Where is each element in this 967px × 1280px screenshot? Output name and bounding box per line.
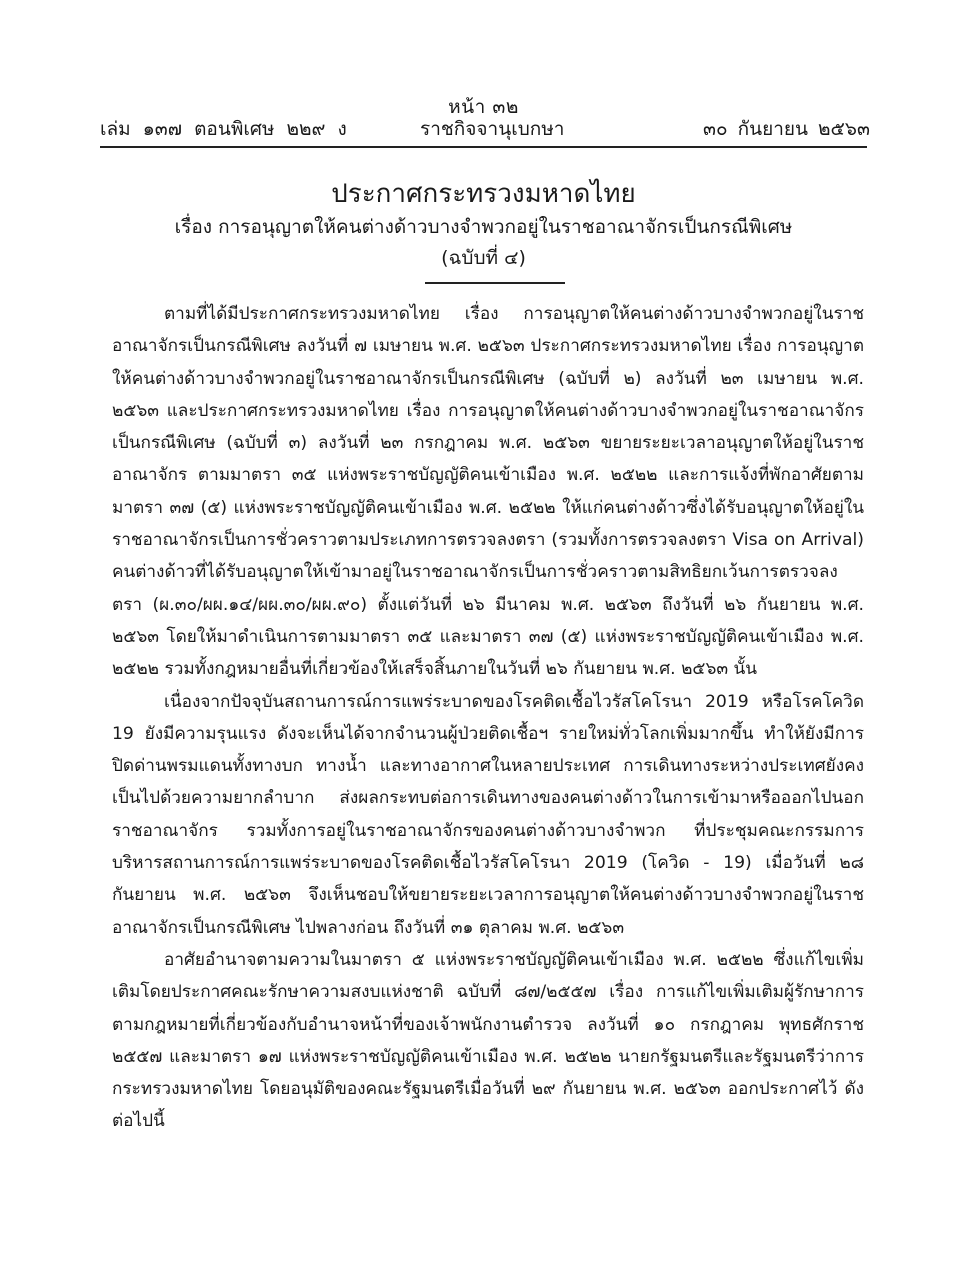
paragraph-3: อาศัยอำนาจตามความในมาตรา ๕ แห่งพระราชบัญญัติคนเข้าเมือง พ.ศ. ๒๕๒๒ ซึ่งแก้ไขเพิ่มเติมโดยประกาศคณะรักษาความสงบแห่งชาติ ฉบับที่ ๘๗/๒๕๕๗ เรื่อง การแก้ไขเพิ่มเติมผู้รักษาการตามกฎหมายที่เกี่ยวข้องกับอำนาจหน้าที่ของเจ้าพนักงานตำรวจ ลงวันที่ ๑๐ กรกฎาคม พุทธศักราช ๒๕๕๗ และมาตรา ๑๗ แห่งพระราชบัญญัติคนเข้าเมือง พ.ศ. ๒๕๒๒ นายกรัฐมนตรีและรัฐมนตรีว่าการกระทรวงมหาดไทย โดยอนุมัติของคณะรัฐมนตรีเมื่อวันที่ ๒๙ กันยายน พ.ศ. ๒๕๖๓ ออกประกาศไว้ ดังต่อไปนี้ <box>112 949 864 1132</box>
gazette-header <box>100 114 870 144</box>
document-subject: เรื่อง การอนุญาตให้คนต่างด้าวบางจำพวกอยู่ในราชอาณาจักรเป็นกรณีพิเศษ <box>174 216 793 238</box>
paragraph-2: เนื่องจากปัจจุบันสถานการณ์การแพร่ระบาดของโรคติดเชื้อไวรัสโคโรนา 2019 หรือโรคโควิด 19 ยังมีความรุนแรง ดังจะเห็นได้จากจำนวนผู้ป่วยติดเชื้อฯ รายใหม่ทั่วโลกเพิ่มมากขึ้น ทำให้ยังมีการปิดด่านพรมแดนทั้งทางบก ทางน้ำ และทางอากาศในหลายประเทศ การเดินทางระหว่างประเทศยังคงเป็นไปด้วยความยากลำบาก ส่งผลกระทบต่อการเดินทางของคนต่างด้าวในการเข้ามาหรือออกไปนอกราชอาณาจักร รวมทั้งการอยู่ในราชอาณาจักรของคนต่างด้าวบางจำพวก ที่ประชุมคณะกรรมการบริหารสถานการณ์การแพร่ระบาดของโรคติดเชื้อไวรัสโคโรนา 2019 (โควิด - 19) เมื่อวันที่ ๒๘ กันยายน พ.ศ. ๒๕๖๓ จึงเห็นชอบให้ขยายระยะเวลาการอนุญาตให้คนต่างด้าวบางจำพวกอยู่ในราชอาณาจักรเป็นกรณีพิเศษ ไปพลางก่อน ถึงวันที่ ๓๑ ตุลาคม พ.ศ. ๒๕๖๓ <box>112 691 864 938</box>
paragraph-1: ตามที่ได้มีประกาศกระทรวงมหาดไทย เรื่อง การอนุญาตให้คนต่างด้าวบางจำพวกอยู่ในราชอาณาจักรเป็นกรณีพิเศษ ลงวันที่ ๗ เมษายน พ.ศ. ๒๕๖๓ ประกาศกระทรวงมหาดไทย เรื่อง การอนุญาตให้คนต่างด้าวบางจำพวกอยู่ในราชอาณาจักรเป็นกรณีพิเศษ (ฉบับที่ ๒) ลงวันที่ ๒๓ เมษายน พ.ศ. ๒๕๖๓ และประกาศกระทรวงมหาดไทย เรื่อง การอนุญาตให้คนต่างด้าวบางจำพวกอยู่ในราชอาณาจักรเป็นกรณีพิเศษ (ฉบับที่ ๓) ลงวันที่ ๒๓ กรกฎาคม พ.ศ. ๒๕๖๓ ขยายระยะเวลาอนุญาตให้อยู่ในราชอาณาจักร ตามมาตรา ๓๕ แห่งพระราชบัญญัติคนเข้าเมือง พ.ศ. ๒๕๒๒ และการแจ้งที่พักอาศัยตามมาตรา ๓๗ (๕) แห่งพระราชบัญญัติคนเข้าเมือง พ.ศ. ๒๕๒๒ ให้แก่คนต่างด้าวซึ่งได้รับอนุญาตให้อยู่ในราชอาณาจักรเป็นการชั่วคราวตามประเภทการตรวจลงตรา (รวมทั้งการตรวจลงตรา Visa on Arrival) คนต่างด้าวที่ได้รับอนุญาตให้เข้ามาอยู่ในราชอาณาจักรเป็นการชั่วคราวตามสิทธิยกเว้นการตรวจลงตรา (ผ.๓๐/ผผ.๑๔/ผผ.๓๐/ผผ.๙๐) ตั้งแต่วันที่ ๒๖ มีนาคม พ.ศ. ๒๕๖๓ ถึงวันที่ ๒๖ กันยายน พ.ศ. ๒๕๖๓ โดยให้มาดำเนินการตามมาตรา ๓๕ และมาตรา ๓๗ (๕) แห่งพระราชบัญญัติคนเข้าเมือง พ.ศ. ๒๕๒๒ รวมทั้งกฎหมายอื่นที่เกี่ยวข้องให้เสร็จสิ้นภายในวันที่ ๒๖ กันยายน พ.ศ. ๒๕๖๓ นั้น <box>112 304 864 680</box>
volume-info: เล่ม ๑๓๗ ตอนพิเศษ ๒๒๙ ง <box>100 118 347 140</box>
gazette-name: ราชกิจจานุเบกษา <box>420 118 565 140</box>
document-title: ประกาศกระทรวงมหาดไทย <box>331 179 636 209</box>
document-edition: (ฉบับที่ ๔) <box>441 247 526 269</box>
page-number: หน้า ๓๒ <box>448 96 519 118</box>
header-divider <box>100 146 867 148</box>
document-body <box>112 298 864 1138</box>
publication-date: ๓๐ กันยายน ๒๕๖๓ <box>702 118 870 140</box>
title-divider <box>425 282 565 284</box>
